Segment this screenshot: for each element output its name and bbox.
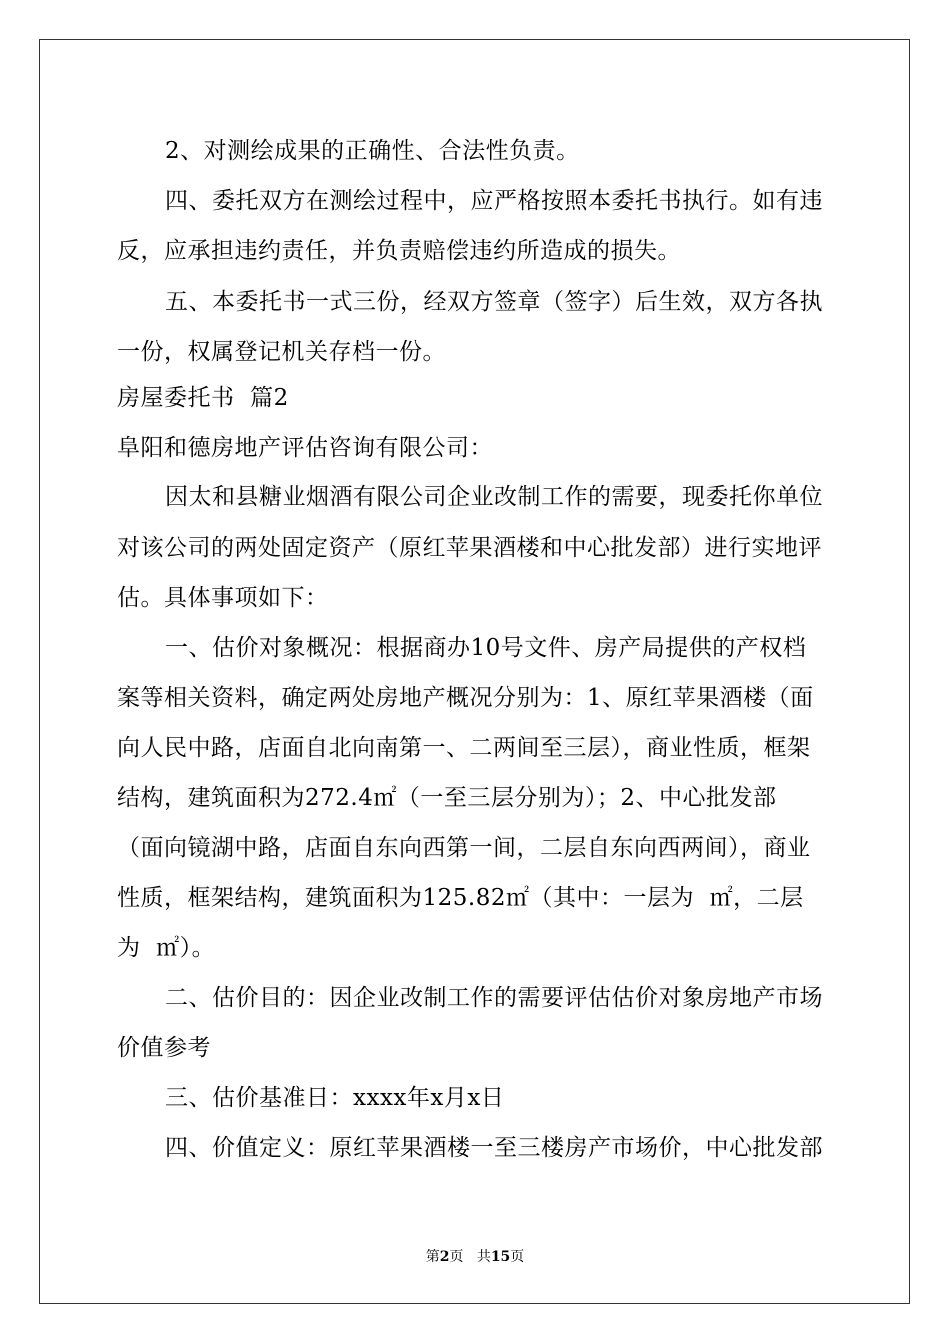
- addressee-line: 阜阳和德房地产评估咨询有限公司：: [117, 435, 493, 461]
- paragraph-line: 性质，框架结构，建筑面积为125.82㎡（其中：一层为 ㎡，二层: [117, 885, 804, 911]
- footer-page-suffix: 页: [449, 1249, 464, 1265]
- paragraph-line: 三、估价基准日：xxxx年x月x日: [165, 1085, 505, 1111]
- paragraph-line: 二、估价目的：因企业改制工作的需要评估估价对象房地产市场: [165, 985, 823, 1011]
- footer-total-number: 15: [490, 1249, 511, 1265]
- paragraph-line: 一、估价对象概况：根据商办10号文件、房产局提供的产权档: [165, 635, 807, 661]
- paragraph-line: 对该公司的两处固定资产（原红苹果酒楼和中心批发部）进行实地评: [117, 535, 822, 561]
- paragraph-line: 估。具体事项如下：: [117, 585, 329, 611]
- paragraph-line: 五、本委托书一式三份，经双方签章（签字）后生效，双方各执: [165, 289, 823, 315]
- paragraph-line: 结构，建筑面积为272.4㎡（一至三层分别为）；2、中心批发部: [117, 785, 777, 811]
- page-footer: [0, 1248, 950, 1266]
- paragraph-line: 案等相关资料，确定两处房地产概况分别为：1、原红苹果酒楼（面: [117, 685, 814, 711]
- paragraph-line: 因太和县糖业烟酒有限公司企业改制工作的需要，现委托你单位: [165, 484, 823, 510]
- footer-page-number: 2: [439, 1249, 450, 1265]
- paragraph-line: （面向镜湖中路，店面自东向西第一间，二层自东向西两间），商业: [117, 835, 811, 861]
- footer-total-suffix: 页: [510, 1249, 525, 1265]
- footer-page-prefix: 第: [425, 1249, 440, 1265]
- paragraph-line: 为 ㎡）。: [117, 935, 216, 961]
- paragraph-line: 向人民中路，店面自北向南第一、二两间至三层），商业性质，框架: [117, 735, 811, 761]
- footer-total-prefix: 共: [476, 1249, 491, 1265]
- paragraph-line: 四、委托双方在测绘过程中，应严格按照本委托书执行。如有违: [165, 188, 823, 214]
- page-border: [39, 39, 910, 1304]
- paragraph-line: 一份，权属登记机关存档一份。: [117, 339, 446, 365]
- paragraph-line: 价值参考: [117, 1035, 211, 1061]
- section-heading: 房屋委托书 篇2: [117, 385, 289, 411]
- paragraph-line: 反，应承担违约责任，并负责赔偿违约所造成的损失。: [117, 238, 681, 264]
- paragraph-line: 2、对测绘成果的正确性、合法性负责。: [165, 138, 580, 164]
- paragraph-line: 四、价值定义：原红苹果酒楼一至三楼房产市场价，中心批发部: [165, 1135, 823, 1161]
